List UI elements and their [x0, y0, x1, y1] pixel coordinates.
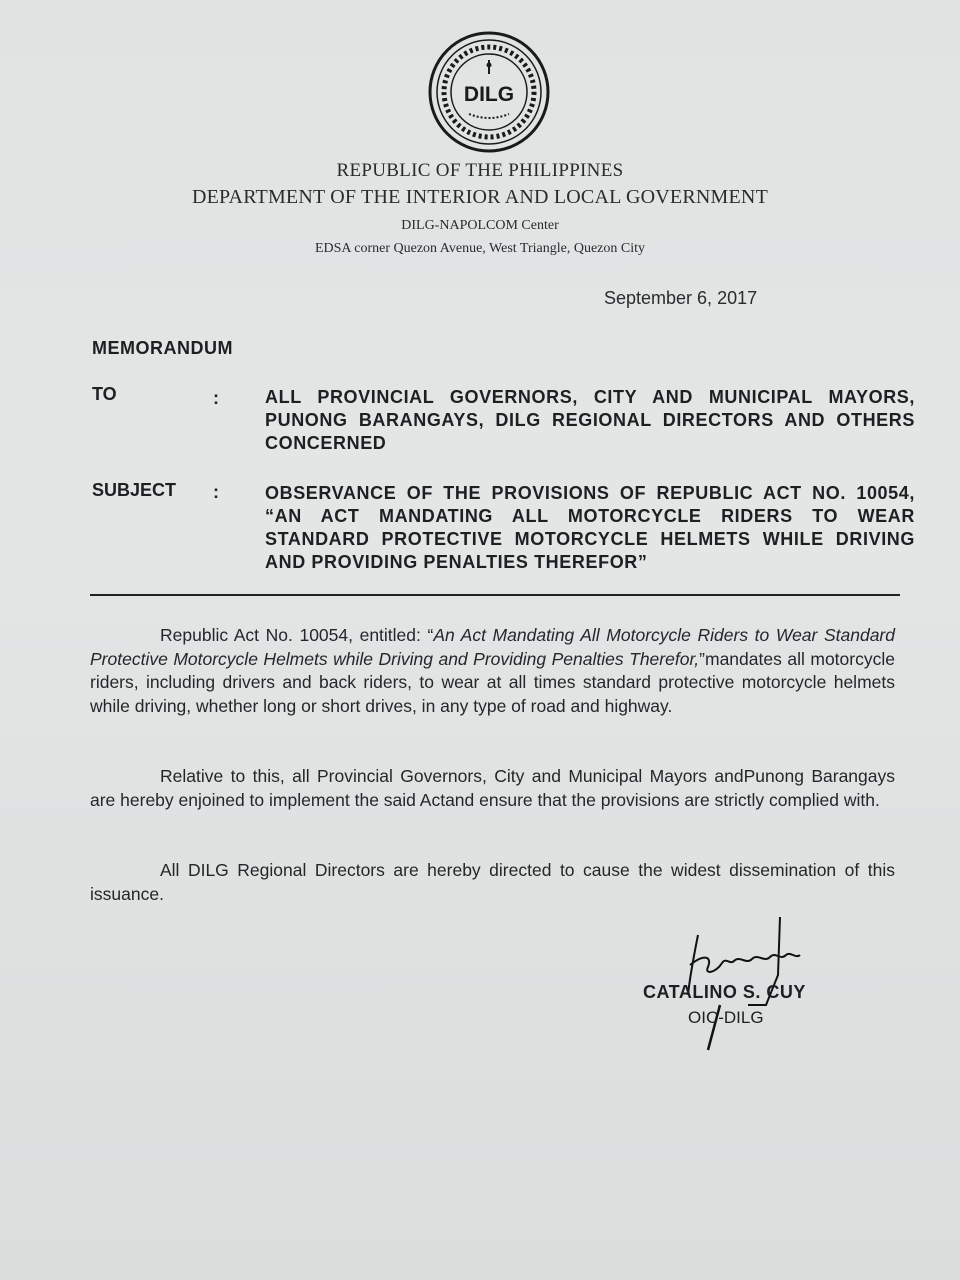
dilg-seal-logo	[427, 30, 551, 154]
body-paragraph-2	[90, 765, 895, 812]
subject-label: SUBJECT	[92, 480, 177, 500]
p2-text: Relative to this, all Provincial Governors, City and Municipal Mayors andPunong Barangays are hereby enjoined to implement the said Actand ensure that the provisions are strictly complied with.	[90, 766, 895, 810]
svg-text:DILG: DILG	[463, 83, 515, 106]
signatory-title: OIC-DILG	[688, 1008, 764, 1027]
header-center: DILG-NAPOLCOM Center	[401, 218, 559, 233]
body-paragraph-1	[90, 624, 895, 718]
header-republic: REPUBLIC OF THE PHILIPPINES	[336, 160, 624, 181]
p1-prefix: Republic Act No. 10054, entitled: “	[160, 625, 434, 645]
signatory-name: CATALINO S. CUY	[643, 982, 806, 1002]
subject-colon: :	[213, 482, 219, 502]
memo-title: MEMORANDUM	[92, 338, 233, 358]
memo-date: September 6, 2017	[604, 288, 758, 308]
subject-text: OBSERVANCE OF THE PROVISIONS OF REPUBLIC ACT NO. 10054, “AN ACT MANDATING ALL MOTORCYCLE RIDERS TO WEAR STANDARD PROTECTIVE MOTORCYCLE HELMETS WHILE DRIVING AND PROVIDING PENALTIES THEREFOR”	[265, 483, 915, 572]
p1-act-title: An Act Mandating All Motorcycle Riders to Wear Standard Protective Motorcycle Helmets while Driving and Providing Penalties Therefor,	[90, 625, 895, 669]
p1-suffix: ”mandates all motorcycle riders, including drivers and back riders, to wear at all times standard protective motorcycle helmets while driving, whether long or short drives, in any type of road and highway.	[90, 648, 895, 716]
to-recipients: ALL PROVINCIAL GOVERNORS, CITY AND MUNICIPAL MAYORS, PUNONG BARANGAYS, DILG REGIONAL DIRECTORS AND OTHERS CONCERNED	[265, 387, 915, 453]
to-colon: :	[213, 388, 219, 408]
header-department: DEPARTMENT OF THE INTERIOR AND LOCAL GOVERNMENT	[192, 186, 768, 208]
to-label: TO	[92, 384, 117, 404]
p3-text: All DILG Regional Directors are hereby directed to cause the widest dissemination of this issuance.	[90, 860, 895, 904]
header-divider	[90, 594, 900, 596]
header-address: EDSA corner Quezon Avenue, West Triangle, Quezon City	[314, 241, 646, 256]
body-paragraph-3	[90, 859, 895, 906]
